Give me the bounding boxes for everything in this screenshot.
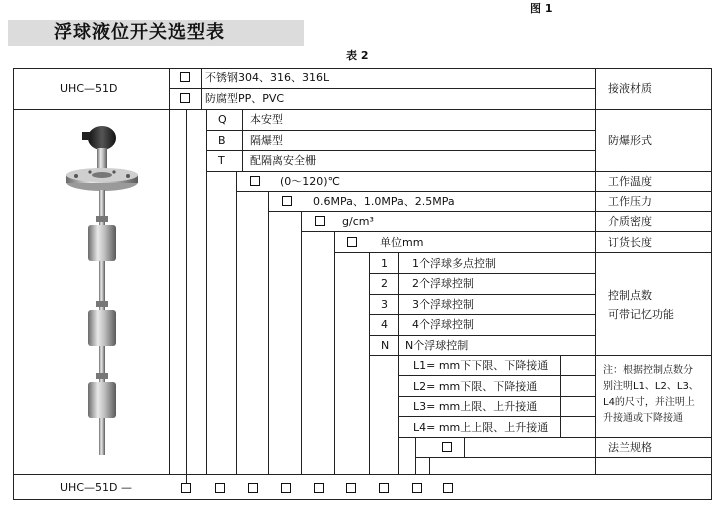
limits-note-3: L4的尺寸，并注明上 [603, 397, 695, 408]
material-option-2: 防腐型PP、PVC [205, 92, 285, 105]
material-option-1: 不锈钢304、316、316L [205, 71, 330, 84]
limits-note-4: 升接通或下降接通 [603, 413, 683, 424]
pressure-value: 0.6MPa、1.0MPa、2.5MPa [313, 195, 455, 208]
model-code: UHC—51D [60, 82, 118, 95]
category-material: 接液材质 [608, 82, 652, 95]
explosion-code-b: B [218, 134, 226, 147]
limit-l4: L4= mm上上限、上升接通 [413, 421, 549, 434]
control-code-1: 1 [381, 257, 388, 270]
figure-label: 图 1 [530, 2, 553, 15]
final-model-code: UHC—51D — [60, 481, 132, 494]
limits-note-1: 注：根据控制点数分 [603, 365, 693, 376]
material-checkbox-1[interactable] [180, 72, 190, 82]
code-slot-6[interactable] [346, 483, 356, 493]
category-memory: 可带记忆功能 [608, 308, 674, 321]
code-slot-1[interactable] [181, 483, 191, 493]
category-explosion: 防爆形式 [608, 134, 652, 147]
density-value: g/cm³ [342, 215, 374, 228]
code-slot-2[interactable] [215, 483, 225, 493]
length-value: 单位mm [380, 236, 424, 249]
control-label-2: 2个浮球控制 [412, 277, 474, 290]
category-control-points: 控制点数 [608, 289, 652, 302]
density-checkbox[interactable] [315, 216, 325, 226]
flange-checkbox[interactable] [442, 442, 452, 452]
control-code-n: N [381, 339, 390, 352]
explosion-label-t: 配隔离安全栅 [250, 154, 316, 167]
control-code-2: 2 [381, 277, 388, 290]
material-checkbox-2[interactable] [180, 93, 190, 103]
explosion-label-b: 隔爆型 [250, 134, 283, 147]
code-slot-8[interactable] [412, 483, 422, 493]
temperature-value: (0～120)℃ [280, 175, 340, 188]
category-flange: 法兰规格 [608, 441, 652, 454]
code-slot-3[interactable] [248, 483, 258, 493]
limit-l1: L1= mm下下限、下降接通 [413, 359, 549, 372]
page-title: 浮球液位开关选型表 [54, 22, 225, 43]
control-code-4: 4 [381, 318, 388, 331]
category-temperature: 工作温度 [608, 175, 652, 188]
control-label-4: 4个浮球控制 [412, 318, 474, 331]
category-length: 订货长度 [608, 236, 652, 249]
category-pressure: 工作压力 [608, 195, 652, 208]
length-checkbox[interactable] [347, 237, 357, 247]
code-slot-4[interactable] [281, 483, 291, 493]
temperature-checkbox[interactable] [250, 176, 260, 186]
table-label: 表 2 [346, 49, 369, 62]
code-slot-7[interactable] [379, 483, 389, 493]
explosion-label-q: 本安型 [250, 113, 283, 126]
code-slot-5[interactable] [314, 483, 324, 493]
explosion-code-q: Q [218, 113, 227, 126]
control-code-3: 3 [381, 298, 388, 311]
limit-l3: L3= mm上限、上升接通 [413, 400, 538, 413]
explosion-code-t: T [218, 154, 225, 167]
category-density: 介质密度 [608, 215, 652, 228]
float-switch-illustration [62, 120, 142, 460]
pressure-checkbox[interactable] [282, 196, 292, 206]
limits-note-2: 别注明L1、L2、L3、 [603, 381, 699, 392]
control-label-1: 1个浮球多点控制 [412, 257, 496, 270]
control-label-3: 3个浮球控制 [412, 298, 474, 311]
limit-l2: L2= mm下限、下降接通 [413, 380, 538, 393]
control-label-n: N个浮球控制 [405, 339, 469, 352]
code-slot-9[interactable] [443, 483, 453, 493]
